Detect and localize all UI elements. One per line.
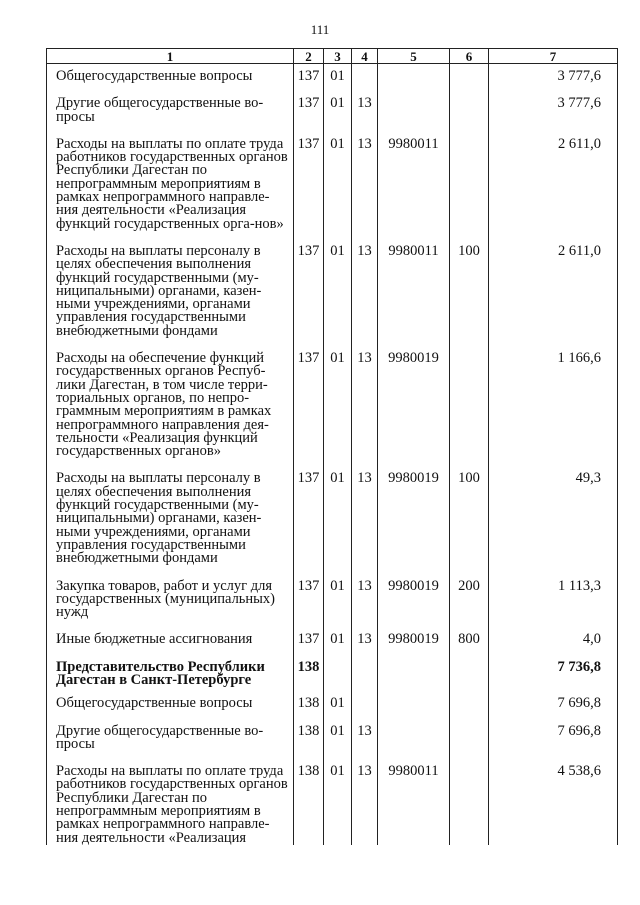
row-code-6 [450, 64, 489, 84]
row-code-2: 137 [294, 458, 324, 565]
row-code-6 [450, 647, 489, 688]
row-code-3: 01 [324, 231, 352, 338]
table-row [47, 619, 618, 646]
row-name: Общегосударственные вопросы [47, 687, 294, 710]
row-name: Закупка товаров, работ и услуг для государственных (муниципальных) нужд [47, 566, 294, 620]
row-code-4: 13 [352, 338, 378, 458]
row-code-4: 13 [352, 83, 378, 124]
row-name: Расходы на выплаты по оплате труда работников государственных органов Республики Дагестан по непрограммным мероприятиям в рамках непрограммного направле-ния деятельности «Реализация [47, 751, 294, 845]
row-code-2: 138 [294, 647, 324, 688]
row-code-4 [352, 647, 378, 688]
row-code-4: 13 [352, 231, 378, 338]
col-header-5: 5 [378, 49, 450, 64]
row-name: Иные бюджетные ассигнования [47, 619, 294, 646]
table-row [47, 64, 618, 84]
row-amount: 2 611,0 [489, 124, 618, 231]
row-code-4: 13 [352, 566, 378, 620]
row-code-6: 200 [450, 566, 489, 620]
table-row [47, 231, 618, 338]
row-code-3: 01 [324, 124, 352, 231]
row-code-5: 9980011 [378, 751, 450, 845]
row-code-6 [450, 83, 489, 124]
col-header-3: 3 [324, 49, 352, 64]
row-code-5: 9980019 [378, 619, 450, 646]
row-code-6: 100 [450, 458, 489, 565]
table-row [47, 647, 618, 688]
row-amount: 1 166,6 [489, 338, 618, 458]
row-amount: 49,3 [489, 458, 618, 565]
row-code-3: 01 [324, 83, 352, 124]
row-code-5: 9980019 [378, 458, 450, 565]
row-code-2: 137 [294, 338, 324, 458]
table-row [47, 458, 618, 565]
row-name: Другие общегосударственные во-просы [47, 83, 294, 124]
row-code-3: 01 [324, 751, 352, 845]
row-amount: 3 777,6 [489, 64, 618, 84]
row-code-4: 13 [352, 751, 378, 845]
row-name: Общегосударственные вопросы [47, 64, 294, 84]
row-code-6 [450, 687, 489, 710]
row-code-5: 9980019 [378, 338, 450, 458]
row-code-2: 137 [294, 124, 324, 231]
table-row [47, 338, 618, 458]
table-header-row [47, 49, 618, 64]
row-code-2: 137 [294, 619, 324, 646]
row-code-6 [450, 711, 489, 752]
table-row [47, 751, 618, 845]
row-code-5 [378, 711, 450, 752]
row-code-6 [450, 338, 489, 458]
row-code-5: 9980011 [378, 124, 450, 231]
table-row [47, 124, 618, 231]
row-code-3: 01 [324, 338, 352, 458]
row-name: Расходы на выплаты персоналу в целях обеспечения выполнения функций государственными (му-ниципальными) органами, казен-ными учреждениями, органами управления государственными внебюджетными фондами [47, 458, 294, 565]
row-amount: 7 736,8 [489, 647, 618, 688]
row-code-5: 9980011 [378, 231, 450, 338]
row-code-2: 137 [294, 231, 324, 338]
row-code-3: 01 [324, 687, 352, 710]
row-name: Расходы на выплаты по оплате труда работников государственных органов Республики Дагестан по непрограммным мероприятиям в рамках непрограммного направле-ния деятельности «Реализация функций государственных орга-нов» [47, 124, 294, 231]
row-code-2: 138 [294, 751, 324, 845]
row-code-4: 13 [352, 619, 378, 646]
row-code-3 [324, 647, 352, 688]
col-header-4: 4 [352, 49, 378, 64]
row-code-3: 01 [324, 619, 352, 646]
row-amount: 4,0 [489, 619, 618, 646]
row-code-2: 138 [294, 711, 324, 752]
row-code-6: 100 [450, 231, 489, 338]
row-amount: 4 538,6 [489, 751, 618, 845]
table-row [47, 83, 618, 124]
row-code-2: 137 [294, 64, 324, 84]
row-code-2: 137 [294, 566, 324, 620]
row-code-2: 137 [294, 83, 324, 124]
row-code-5: 9980019 [378, 566, 450, 620]
col-header-7: 7 [489, 49, 618, 64]
row-name: Другие общегосударственные во-просы [47, 711, 294, 752]
row-code-3: 01 [324, 566, 352, 620]
col-header-2: 2 [294, 49, 324, 64]
row-code-5 [378, 83, 450, 124]
col-header-6: 6 [450, 49, 489, 64]
row-amount: 7 696,8 [489, 711, 618, 752]
row-amount: 3 777,6 [489, 83, 618, 124]
row-code-4: 13 [352, 711, 378, 752]
row-amount: 1 113,3 [489, 566, 618, 620]
row-code-3: 01 [324, 711, 352, 752]
row-code-3: 01 [324, 64, 352, 84]
row-code-5 [378, 687, 450, 710]
table-row [47, 687, 618, 710]
row-name: Расходы на обеспечение функций государственных органов Респуб-лики Дагестан, в том числе терри-ториальных органов, по непро-граммным мероприятиям в рамках непрограммного направления дея-тельности «Реализация функций государственных органов» [47, 338, 294, 458]
row-code-6: 800 [450, 619, 489, 646]
table-row [47, 711, 618, 752]
row-name: Представительство Республики Дагестан в Санкт-Петербурге [47, 647, 294, 688]
row-code-4 [352, 64, 378, 84]
row-code-5 [378, 64, 450, 84]
table-row [47, 566, 618, 620]
row-code-2: 138 [294, 687, 324, 710]
row-code-4: 13 [352, 124, 378, 231]
row-code-6 [450, 124, 489, 231]
row-code-4 [352, 687, 378, 710]
col-header-1: 1 [47, 49, 294, 64]
row-code-6 [450, 751, 489, 845]
row-code-4: 13 [352, 458, 378, 565]
row-name: Расходы на выплаты персоналу в целях обеспечения выполнения функций государственными (му-ниципальными) органами, казен-ными учреждениями, органами управления государственными внебюджетными фондами [47, 231, 294, 338]
row-amount: 2 611,0 [489, 231, 618, 338]
row-amount: 7 696,8 [489, 687, 618, 710]
row-code-3: 01 [324, 458, 352, 565]
page-number: 111 [310, 22, 330, 37]
budget-table [46, 48, 618, 845]
row-code-5 [378, 647, 450, 688]
